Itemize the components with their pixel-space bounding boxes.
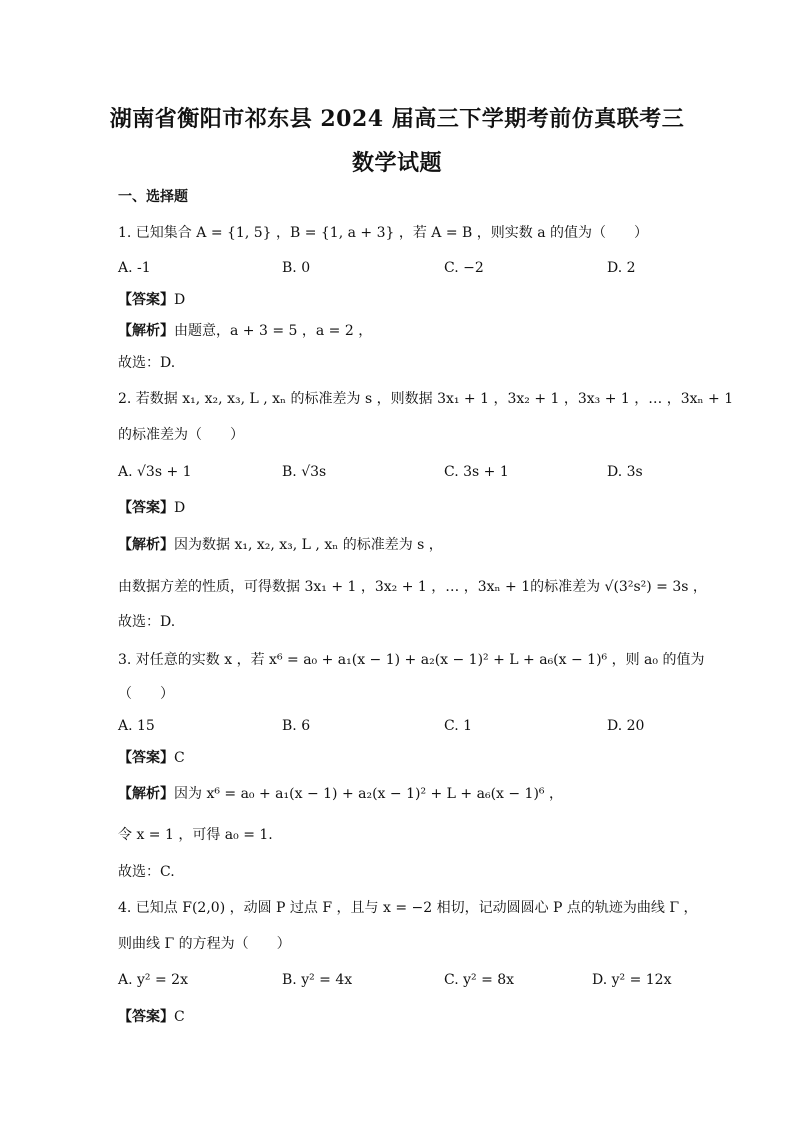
q2-analysis-line2: 由数据方差的性质，可得数据 3x₁ + 1 ，3x₂ + 1 ，… ，3xₙ + 1的标准差为 √(3²s²) = 3s ， (118, 579, 707, 595)
q2-answer (118, 498, 185, 518)
q4-option-a: A. y² = 2x (118, 972, 188, 988)
q2-option-a: A. √3s + 1 (118, 464, 192, 480)
q4-stem: 4. 已知点 F(2,0) ，动圆 P 过点 F ，且与 x = −2 相切，记动圆圆心 P 点的轨迹为曲线 Γ ， (118, 900, 698, 916)
analysis-text: 由题意，a + 3 = 5 ，a = 2 ， (174, 323, 373, 339)
q3-option-b: B. 6 (282, 718, 311, 734)
answer-label: 【答案】 (118, 750, 174, 766)
q3-conclusion: 故选：C. (118, 864, 175, 880)
q1-option-c: C. −2 (444, 260, 484, 276)
paper-title: 湖南省衡阳市祁东县 2024 届高三下学期考前仿真联考三 (109, 106, 685, 132)
q3-analysis (118, 784, 563, 804)
analysis-text: 因为数据 x₁, x₂, x₃, L , xₙ 的标准差为 s ， (174, 537, 443, 553)
q1-option-d: D. 2 (607, 260, 636, 276)
q2-stem: 2. 若数据 x₁, x₂, x₃, L , xₙ 的标准差为 s ，则数据 3x₁ + 1 ，3x₂ + 1 ，3x₃ + 1 ，… ，3xₙ + 1 (118, 391, 734, 407)
q3-option-a: A. 15 (118, 718, 155, 734)
q3-stem-continued: （ ） (118, 686, 174, 702)
q4-answer (118, 1007, 185, 1027)
analysis-label: 【解析】 (118, 323, 174, 339)
q1-stem: 1. 已知集合 A = {1, 5} ，B = {1, a + 3} ，若 A = B ，则实数 a 的值为（ ） (118, 225, 649, 241)
answer-label: 【答案】 (118, 500, 174, 516)
q1-option-a: A. -1 (118, 260, 151, 276)
q1-option-b: B. 0 (282, 260, 311, 276)
answer-value: D (174, 500, 186, 516)
analysis-text: 因为 x⁶ = a₀ + a₁(x − 1) + a₂(x − 1)² + L + a₆(x − 1)⁶ ， (174, 786, 563, 802)
answer-value: D (174, 292, 186, 308)
answer-label: 【答案】 (118, 1009, 174, 1025)
q3-option-c: C. 1 (444, 718, 473, 734)
q3-answer (118, 748, 185, 768)
paper-subtitle: 数学试题 (351, 150, 442, 176)
q2-option-b: B. √3s (282, 464, 327, 480)
q2-conclusion: 故选：D. (118, 614, 176, 630)
q3-stem: 3. 对任意的实数 x ，若 x⁶ = a₀ + a₁(x − 1) + a₂(x − 1)² + L + a₆(x − 1)⁶ ，则 a₀ 的值为 (118, 652, 705, 668)
answer-label: 【答案】 (118, 292, 174, 308)
q1-analysis (118, 321, 372, 341)
q3-analysis-line2: 令 x = 1 ，可得 a₀ = 1. (118, 827, 273, 843)
q3-option-d: D. 20 (607, 718, 645, 734)
section-heading: 一、选择题 (118, 189, 188, 205)
q4-option-d: D. y² = 12x (592, 972, 672, 988)
analysis-label: 【解析】 (118, 786, 174, 802)
q1-answer (118, 290, 185, 310)
q2-option-c: C. 3s + 1 (444, 464, 509, 480)
q2-option-d: D. 3s (607, 464, 643, 480)
analysis-label: 【解析】 (118, 537, 174, 553)
q1-conclusion: 故选：D. (118, 355, 176, 371)
q4-stem-continued: 则曲线 Γ 的方程为（ ） (118, 936, 291, 952)
q4-option-c: C. y² = 8x (444, 972, 515, 988)
q2-analysis (118, 535, 443, 555)
q2-stem-continued: 的标准差为（ ） (118, 427, 244, 443)
answer-value: C (174, 1009, 185, 1025)
answer-value: C (174, 750, 185, 766)
q4-option-b: B. y² = 4x (282, 972, 353, 988)
